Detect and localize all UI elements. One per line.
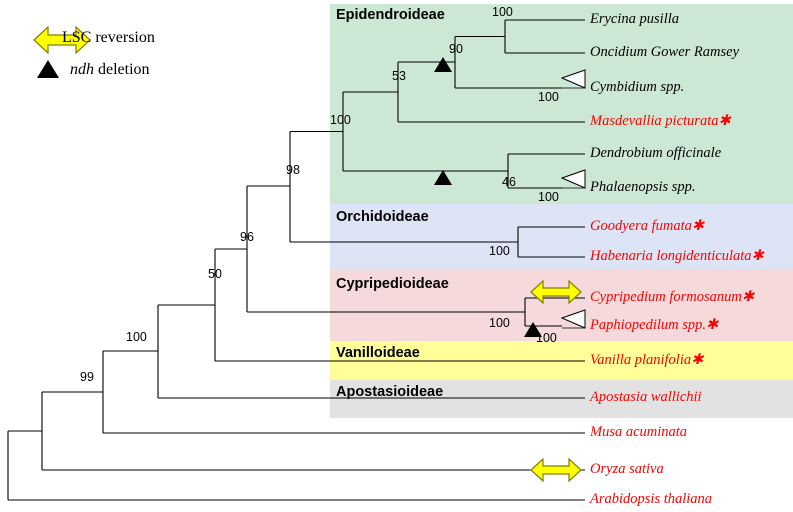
collapsed-clade-triangle-cymbidium	[562, 70, 585, 88]
asterisk-marker: ✱	[691, 218, 705, 234]
asterisk-marker: ✱	[741, 289, 755, 305]
clade-label-orchidoideae: Orchidoideae	[336, 209, 429, 225]
clade-label-apostasioideae: Apostasioideae	[336, 384, 444, 400]
asterisk-marker: ✱	[691, 352, 704, 368]
bootstrap-orchidaceae: 96	[240, 230, 254, 244]
taxon-text: Paphiopedilum spp.	[590, 317, 706, 333]
bootstrap-paphiopedilum-collapse: 100	[536, 331, 557, 345]
taxon-label-phalaenopsis-spp: Phalaenopsis spp.	[590, 179, 696, 195]
taxon-text: Vanilla planifolia	[590, 352, 692, 368]
bootstrap-monocots: 99	[80, 370, 94, 384]
lsc-reversion-arrow-oryza	[531, 459, 581, 481]
collapsed-clade-triangle-phalaenopsis	[562, 170, 585, 188]
clade-label-vanilloideae: Vanilloideae	[336, 345, 420, 361]
taxon-label-oncidium-gower-ramsey: Oncidium Gower Ramsey	[590, 44, 740, 60]
legend-ndh-rest: deletion	[94, 61, 150, 78]
ndh-deletion-marker-epidendroideae-a	[434, 57, 452, 72]
bootstrap-orchid-core: 98	[286, 163, 300, 177]
taxon-label-dendrobium-officinale: Dendrobium officinale	[590, 145, 722, 161]
bootstrap-cymbidium-collapse: 100	[538, 90, 559, 104]
legend-lsc-label: LSC reversion	[62, 29, 155, 46]
bootstrap-vanilloideae: 50	[208, 267, 222, 281]
bootstrap-epidendroideae: 100	[330, 113, 351, 127]
taxon-label-musa-acuminata: Musa acuminata	[590, 424, 688, 440]
bootstrap-cypripedioideae: 100	[489, 316, 510, 330]
legend-ndh-gene-name: ndh	[70, 61, 94, 78]
taxon-label-paphiopedilum-spp	[590, 317, 718, 334]
taxon-label-oryza-sativa: Oryza sativa	[590, 461, 664, 477]
taxon-text: Habenaria longidenticulata	[590, 248, 752, 264]
clade-label-epidendroideae: Epidendroideae	[336, 7, 445, 23]
clade-label-cypripedioideae: Cypripedioideae	[336, 276, 449, 292]
asterisk-marker: ✱	[718, 113, 731, 129]
taxon-label-vanilla-planifolia	[590, 352, 703, 369]
taxon-label-goodyera-fumata	[590, 218, 704, 235]
bootstrap-erycina-oncidium: 100	[492, 5, 513, 19]
asterisk-marker: ✱	[751, 248, 764, 264]
taxon-text: Goodyera fumata	[590, 218, 692, 234]
taxon-label-masdevallia-picturata	[590, 113, 731, 130]
taxon-label-cypripedium-formosanum	[590, 289, 754, 306]
bootstrap-apostasioideae: 100	[126, 330, 147, 344]
bootstrap-phalaenopsis-collapse: 100	[538, 190, 559, 204]
legend-ndh-label	[70, 61, 150, 79]
bootstrap-orchidoideae: 100	[489, 244, 510, 258]
taxon-label-erycina-pusilla: Erycina pusilla	[590, 11, 680, 27]
taxon-label-arabidopsis-thaliana: Arabidopsis thaliana	[590, 491, 713, 507]
legend-ndh-triangle-icon	[37, 60, 59, 78]
bootstrap-cymbidium-node: 90	[449, 42, 463, 56]
taxon-label-cymbidium-spp: Cymbidium spp.	[590, 79, 685, 95]
bootstrap-phalaenopsis-node: 46	[502, 175, 516, 189]
asterisk-marker: ✱	[706, 317, 719, 333]
taxon-text: Masdevallia picturata	[590, 113, 719, 129]
taxon-label-habenaria-longidenticulata	[590, 248, 764, 265]
bootstrap-masdevallia-node: 53	[392, 69, 406, 83]
taxon-label-apostasia-wallichii: Apostasia wallichii	[590, 389, 702, 405]
ndh-deletion-marker-epidendroideae-b	[434, 170, 452, 185]
collapsed-clade-triangle-paphiopedilum	[562, 310, 585, 328]
lsc-reversion-arrow-cypripedium	[531, 281, 581, 303]
taxon-text: Cypripedium formosanum	[590, 289, 742, 305]
